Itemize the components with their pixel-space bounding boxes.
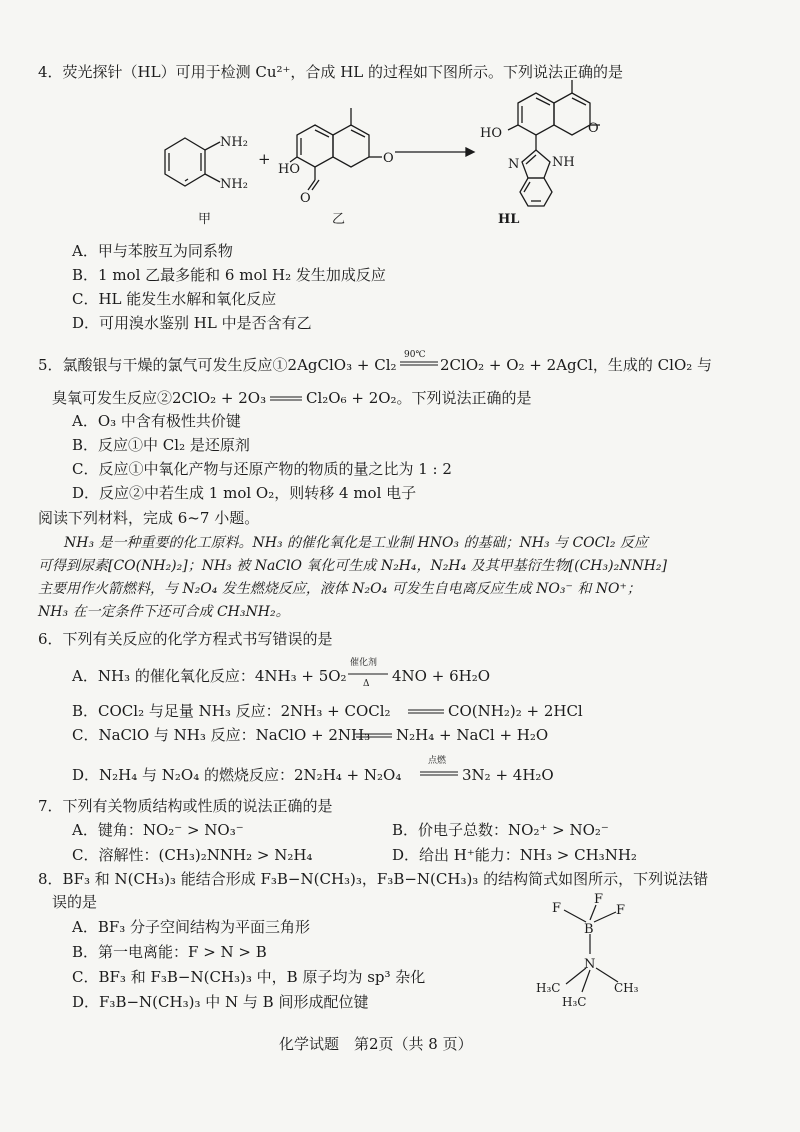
q5-line2-part2: Cl₂O₆ + 2O₂。下列说法正确的是 — [306, 389, 532, 407]
material-line-3: 主要用作火箭燃料，与 N₂O₄ 发生燃烧反应，液体 N₂O₄ 可发生自电离反应生成 NO₃⁻ 和 NO⁺； — [38, 581, 641, 597]
q6-option-a-left: A．NH₃ 的催化氧化反应：4NH₃ + 5O₂ — [72, 667, 347, 685]
compound-jia — [165, 138, 220, 186]
yi-ho: HO — [278, 162, 300, 177]
hl-carbonyl-o: O — [588, 121, 599, 136]
q5-condition-temp: 90℃ — [404, 350, 426, 360]
label-hl: HL — [498, 212, 520, 227]
compound-yi — [290, 108, 382, 190]
q5-option-c: C．反应①中氧化产物与还原产物的物质的量之比为 1 : 2 — [72, 460, 452, 478]
q8-ch3-left: H₃C — [536, 981, 561, 995]
q6-c-equal — [354, 726, 394, 744]
q8-option-b: B．第一电离能：F > N > B — [72, 943, 267, 961]
q8-ch3-right: CH₃ — [614, 981, 639, 995]
q8-stem-line2: 误的是 — [52, 893, 98, 911]
q8-ch3-bottom: H₃C — [562, 995, 587, 1009]
yi-carbonyl-o: O — [383, 151, 394, 166]
q6-option-d-left: D．N₂H₄ 与 N₂O₄ 的燃烧反应：2N₂H₄ + N₂O₄ — [72, 766, 402, 784]
q6-option-b-right: CO(NH₂)₂ + 2HCl — [448, 702, 583, 720]
q5-condition-arrow — [398, 346, 440, 376]
q8-stem-line1: 8．BF₃ 和 N(CH₃)₃ 能结合形成 F₃B−N(CH₃)₃，F₃B−N(CH₃)₃ 的结构简式如图所示，下列说法错 — [38, 870, 709, 888]
q4-option-d: D．可用溴水鉴别 HL 中是否含有乙 — [72, 314, 312, 332]
q5-equal-sign — [268, 389, 304, 407]
q8-atom-b: B — [584, 922, 594, 937]
material-line-2: 可得到尿素[CO(NH₂)₂]；NH₃ 被 NaClO 氧化可生成 N₂H₄，N₂H₄ 及其甲基衍生物[(CH₃)₂NNH₂] — [38, 558, 667, 574]
q6-b-equal — [406, 702, 446, 720]
q6-option-b-left: B．COCl₂ 与足量 NH₃ 反应：2NH₃ + COCl₂ — [72, 702, 391, 720]
q8-option-d: D．F₃B−N(CH₃)₃ 中 N 与 B 间形成配位键 — [72, 993, 369, 1011]
q4-option-c: C．HL 能发生水解和氧化反应 — [72, 290, 277, 308]
q6-stem: 6．下列有关反应的化学方程式书写错误的是 — [38, 630, 333, 648]
q8-option-c: C．BF₃ 和 F₃B−N(CH₃)₃ 中，B 原子均为 sp³ 杂化 — [72, 968, 426, 986]
q8-structure-diagram — [530, 888, 650, 1018]
jia-nh2-bottom: NH₂ — [220, 177, 248, 192]
q7-option-c: C．溶解性：(CH₃)₂NNH₂ > N₂H₄ — [72, 846, 313, 864]
yi-aldehyde-o: O — [300, 191, 311, 206]
q6-option-d-right: 3N₂ + 4H₂O — [462, 766, 554, 784]
q6-option-c-left: C．NaClO 与 NH₃ 反应：NaClO + 2NH₃ — [72, 726, 371, 744]
q4-option-a: A．甲与苯胺互为同系物 — [72, 242, 233, 260]
hl-ho: HO — [480, 126, 502, 141]
q6-a-catalyst: 催化剂 — [350, 658, 378, 668]
q7-option-b: B．价电子总数：NO₂⁺ > NO₂⁻ — [392, 821, 609, 839]
q8-atom-f-right: F — [616, 903, 626, 918]
q5-option-b: B．反应①中 Cl₂ 是还原剂 — [72, 436, 250, 454]
q8-atom-f-left: F — [552, 901, 562, 916]
q8-option-a: A．BF₃ 分子空间结构为平面三角形 — [72, 918, 311, 936]
q6-a-condition — [346, 655, 390, 695]
q8-atom-f-top: F — [594, 892, 604, 907]
q6-d-condition — [418, 752, 460, 784]
q7-option-d: D．给出 H⁺能力：NH₃ > CH₃NH₂ — [392, 846, 637, 864]
q5-option-d: D．反应②中若生成 1 mol O₂，则转移 4 mol 电子 — [72, 484, 417, 502]
material-line-4: NH₃ 在一定条件下还可合成 CH₃NH₂。 — [38, 604, 290, 620]
material-intro: 阅读下列材料，完成 6~7 小题。 — [38, 509, 260, 527]
reaction-arrow — [395, 148, 474, 156]
compound-hl — [508, 80, 600, 206]
jia-nh2-top: NH₂ — [220, 135, 248, 150]
q6-option-c-right: N₂H₄ + NaCl + H₂O — [396, 726, 549, 744]
label-yi: 乙 — [332, 212, 346, 227]
label-jia: 甲 — [198, 212, 212, 227]
q5-stem-part2: 2ClO₂ + O₂ + 2AgCl，生成的 ClO₂ 与 — [440, 356, 713, 374]
plus-sign: + — [258, 150, 271, 168]
q6-d-ignite: 点燃 — [428, 756, 447, 766]
q7-stem: 7．下列有关物质结构或性质的说法正确的是 — [38, 797, 333, 815]
material-line-1: NH₃ 是一种重要的化工原料。NH₃ 的催化氧化是工业制 HNO₃ 的基础；NH₃ 与 COCl₂ 反应 — [64, 535, 648, 551]
q8-atom-n: N — [584, 957, 596, 972]
page-footer: 化学试题 第2页（共 8 页） — [279, 1035, 473, 1053]
q6-a-heat: Δ — [363, 679, 370, 689]
q7-option-a: A．键角：NO₂⁻ > NO₃⁻ — [72, 821, 244, 839]
q5-line2-part1: 臭氧可发生反应②2ClO₂ + 2O₃ — [52, 389, 267, 407]
q4-option-b: B．1 mol 乙最多能和 6 mol H₂ 发生加成反应 — [72, 266, 386, 284]
q4-stem: 4．荧光探针（HL）可用于检测 Cu²⁺，合成 HL 的过程如下图所示。下列说法正确的是 — [38, 63, 624, 81]
q5-option-a: A．O₃ 中含有极性共价键 — [72, 412, 241, 430]
q5-stem-part1: 5．氯酸银与干燥的氯气可发生反应①2AgClO₃ + Cl₂ — [38, 356, 397, 374]
q6-option-a-right: 4NO + 6H₂O — [392, 667, 491, 685]
hl-n: N — [508, 157, 520, 172]
hl-nh: NH — [552, 155, 575, 170]
